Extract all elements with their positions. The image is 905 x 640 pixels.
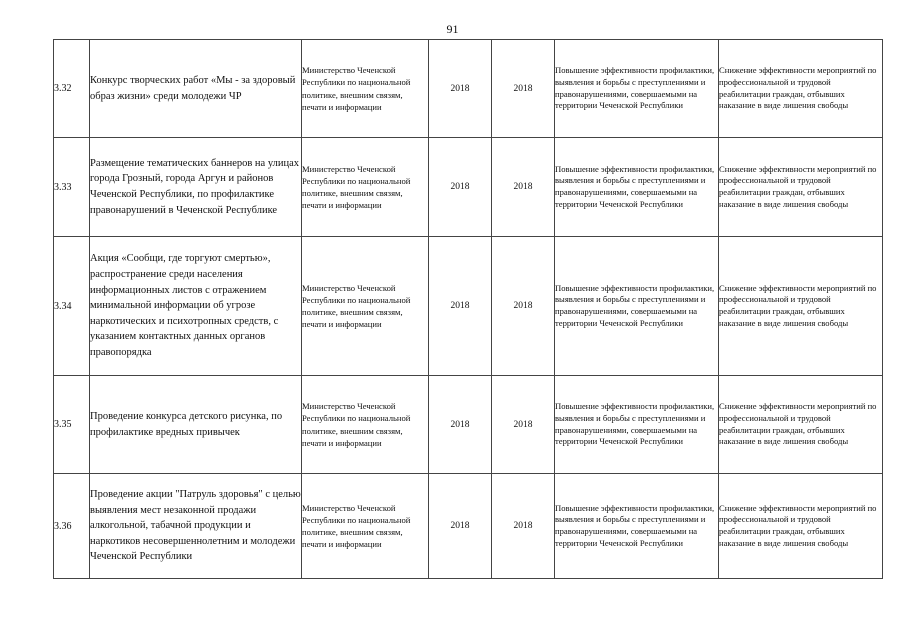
row-number: 3.32 [54,40,90,138]
executor: Министерство Чеченской Республики по национальной политике, внешним связям, печати и информации [302,474,429,579]
row-number: 3.35 [54,376,90,474]
table-row [54,237,883,376]
expected-result: Повышение эффективности профилактики, выявления и борьбы с преступлениями и правонарушениями, совершаемыми на территории Чеченской Республики [555,237,719,376]
measure-name: Размещение тематических баннеров на улицах города Грозный, города Аргун и районов Чеченской Республики, по профилактике правонарушений в Чеченской Республике [90,138,302,237]
consequence: Снижение эффективности мероприятий по профессиональной и трудовой реабилитации граждан, отбывших наказание в виде лишения свободы [719,237,883,376]
expected-result: Повышение эффективности профилактики, выявления и борьбы с преступлениями и правонарушениями, совершаемыми на территории Чеченской Республики [555,40,719,138]
end-year: 2018 [492,237,555,376]
consequence: Снижение эффективности мероприятий по профессиональной и трудовой реабилитации граждан, отбывших наказание в виде лишения свободы [719,40,883,138]
start-year: 2018 [429,376,492,474]
expected-result: Повышение эффективности профилактики, выявления и борьбы с преступлениями и правонарушениями, совершаемыми на территории Чеченской Республики [555,474,719,579]
executor: Министерство Чеченской Республики по национальной политике, внешним связям, печати и информации [302,376,429,474]
end-year: 2018 [492,138,555,237]
consequence: Снижение эффективности мероприятий по профессиональной и трудовой реабилитации граждан, отбывших наказание в виде лишения свободы [719,474,883,579]
row-number: 3.33 [54,138,90,237]
end-year: 2018 [492,40,555,138]
measures-table [53,39,883,579]
page-number: 91 [446,22,459,36]
expected-result: Повышение эффективности профилактики, выявления и борьбы с преступлениями и правонарушениями, совершаемыми на территории Чеченской Республики [555,138,719,237]
executor: Министерство Чеченской Республики по национальной политике, внешним связям, печати и информации [302,237,429,376]
table-row [54,474,883,579]
end-year: 2018 [492,474,555,579]
measure-name: Проведение конкурса детского рисунка, по профилактике вредных привычек [90,376,302,474]
expected-result: Повышение эффективности профилактики, выявления и борьбы с преступлениями и правонарушениями, совершаемыми на территории Чеченской Республики [555,376,719,474]
row-number: 3.34 [54,237,90,376]
end-year: 2018 [492,376,555,474]
row-number: 3.36 [54,474,90,579]
start-year: 2018 [429,474,492,579]
executor: Министерство Чеченской Республики по национальной политике, внешним связям, печати и информации [302,40,429,138]
measure-name: Проведение акции "Патруль здоровья" с целью выявления мест незаконной продажи алкогольной, табачной продукции и наркотиков несовершеннолетним и молодежи Чеченской Республики [90,474,302,579]
table-row [54,376,883,474]
table-row [54,138,883,237]
start-year: 2018 [429,138,492,237]
start-year: 2018 [429,237,492,376]
consequence: Снижение эффективности мероприятий по профессиональной и трудовой реабилитации граждан, отбывших наказание в виде лишения свободы [719,138,883,237]
consequence: Снижение эффективности мероприятий по профессиональной и трудовой реабилитации граждан, отбывших наказание в виде лишения свободы [719,376,883,474]
measure-name: Акция «Сообщи, где торгуют смертью», распространение среди населения информационных листов с отражением минимальной информации об угрозе наркотических и психотропных средств, с указанием контактных данных органов правопорядка [90,237,302,376]
measure-name: Конкурс творческих работ «Мы - за здоровый образ жизни» среди молодежи ЧР [90,40,302,138]
start-year: 2018 [429,40,492,138]
table-row [54,40,883,138]
executor: Министерство Чеченской Республики по национальной политике, внешним связям, печати и информации [302,138,429,237]
